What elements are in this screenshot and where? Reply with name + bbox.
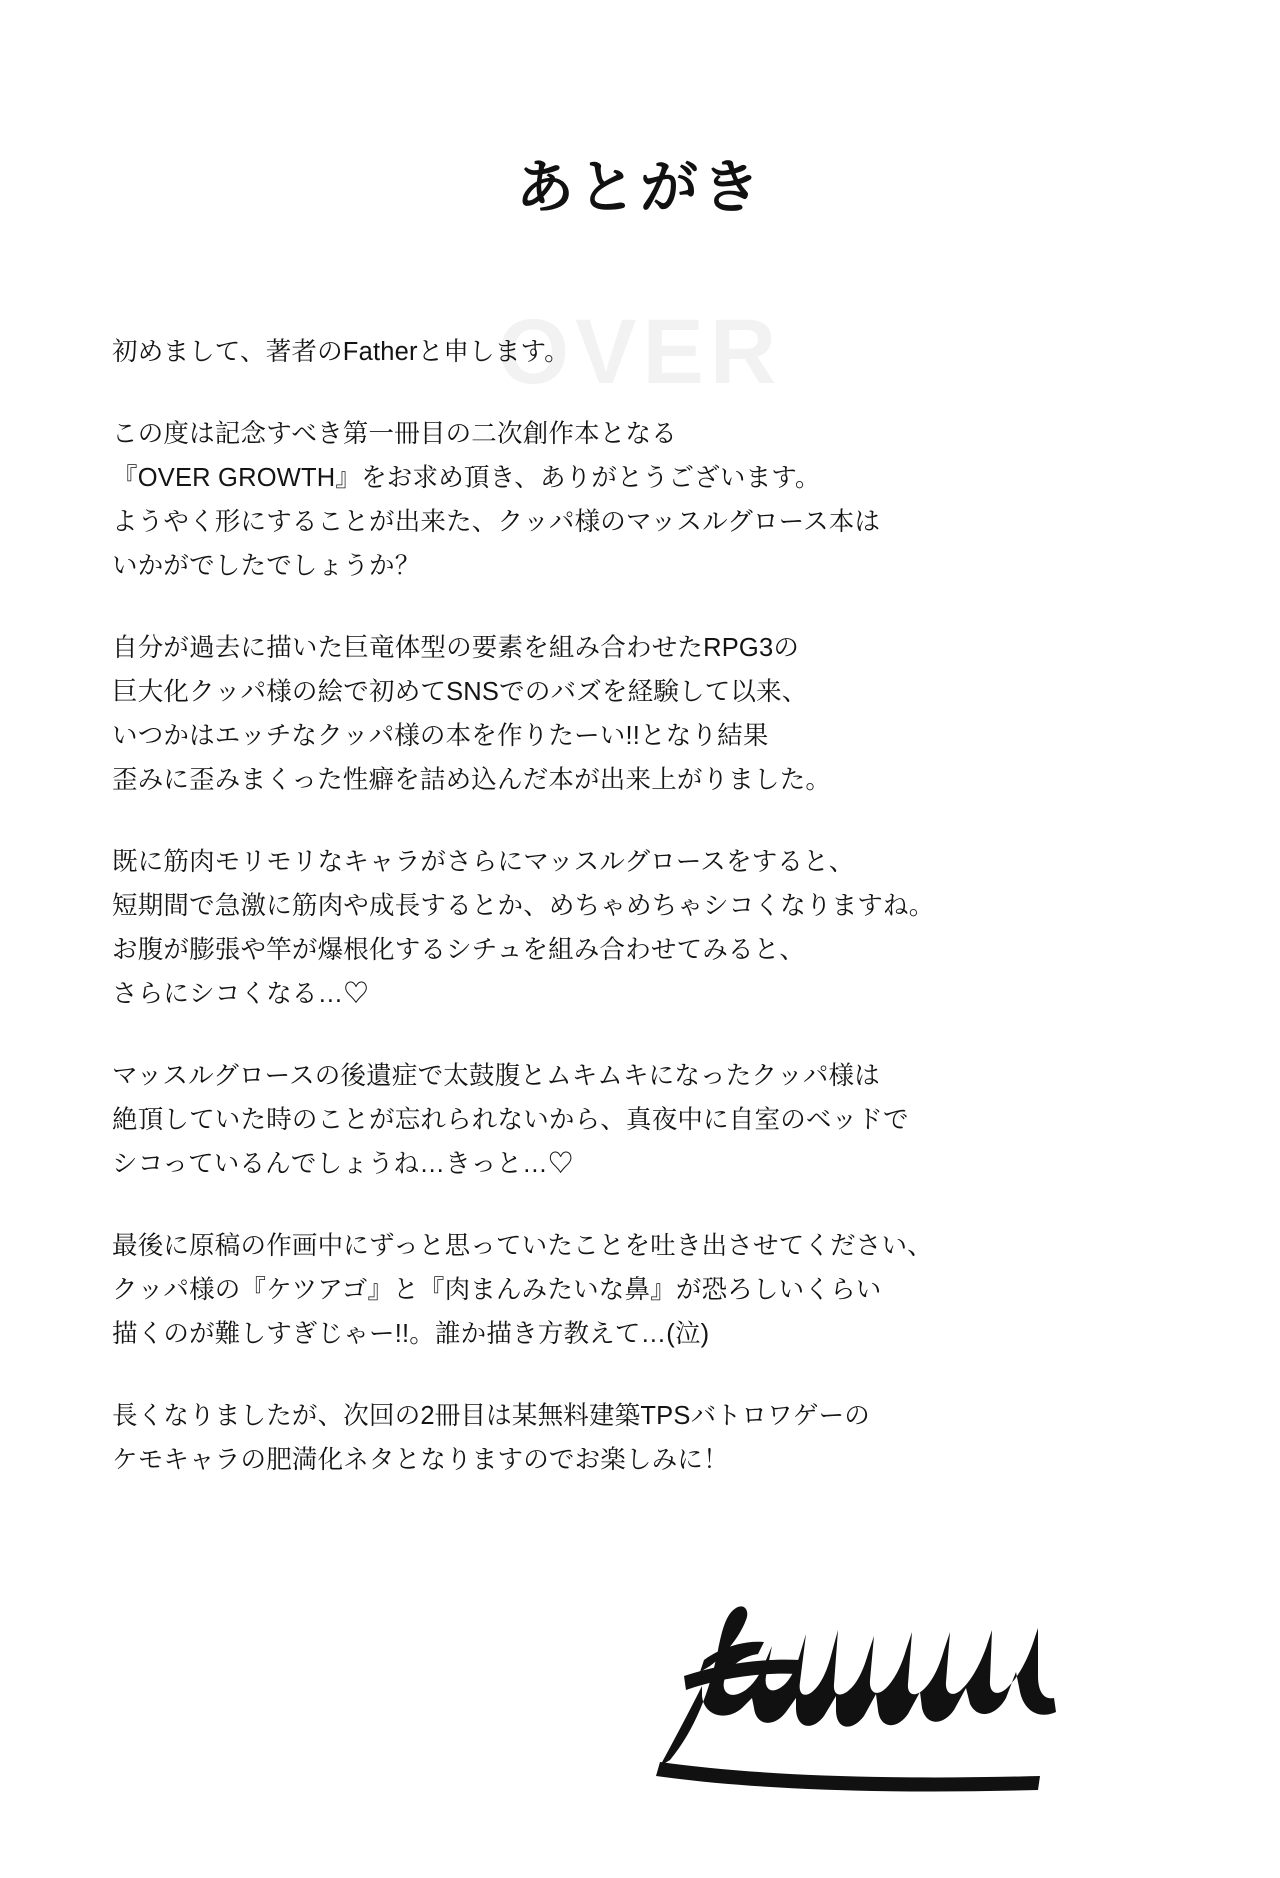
text-line: クッパ様の『ケツアゴ』と『肉まんみたいな鼻』が恐ろしいくらい xyxy=(112,1276,882,1304)
text-line: 描くのが難しすぎじゃー!!。誰か描き方教えて…(泣) xyxy=(112,1320,710,1348)
paragraph-thanks xyxy=(112,412,1192,588)
text-line: シコっているんでしょうね…きっと…♡ xyxy=(112,1150,574,1178)
text-line: 自分が過去に描いた巨竜体型の要素を組み合わせたRPG3の xyxy=(112,634,800,662)
text-line: 初めまして、著者のFatherと申します。 xyxy=(112,338,570,366)
paragraph-aftermath xyxy=(112,1054,1192,1186)
text-line: 絶頂していた時のことが忘れられないから、真夜中に自室のベッドで xyxy=(112,1106,909,1134)
page-title: あとがき xyxy=(515,155,764,220)
afterword-body xyxy=(112,330,1192,1482)
text-line: いつかはエッチなクッパ様の本を作りたーい!!となり結果 xyxy=(112,722,769,750)
paragraph-greeting xyxy=(112,330,1192,374)
text-line: 巨大化クッパ様の絵で初めてSNSでのバズを経験して以来、 xyxy=(112,678,808,706)
paragraph-muscle xyxy=(112,840,1192,1016)
signature-icon xyxy=(640,1580,1060,1800)
cover-bleed-through-text: OVER xyxy=(497,301,783,403)
text-line: さらにシコくなる…♡ xyxy=(112,980,370,1008)
text-line: 最後に原稿の作画中にずっと思っていたことを吐き出させてください、 xyxy=(112,1232,933,1260)
text-line: 長くなりましたが、次回の2冊目は某無料建築TPSバトロワゲーの xyxy=(112,1402,870,1430)
text-line: 短期間で急激に筋肉や成長するとか、めちゃめちゃシコくなりますね。 xyxy=(112,892,935,920)
text-line: ケモキャラの肥満化ネタとなりますのでお楽しみに！ xyxy=(112,1446,729,1474)
text-line: いかがでしたでしょうか？ xyxy=(112,552,421,580)
text-line: 『OVER GROWTH』をお求め頂き、ありがとうございます。 xyxy=(112,464,821,492)
text-line: ようやく形にすることが出来た、クッパ様のマッスルグロース本は xyxy=(112,508,881,536)
paragraph-origin xyxy=(112,626,1192,802)
paragraph-complaint xyxy=(112,1224,1192,1356)
text-line: マッスルグロースの後遺症で太鼓腹とムキムキになったクッパ様は xyxy=(112,1062,880,1090)
text-line: この度は記念すべき第一冊目の二次創作本となる xyxy=(112,420,677,448)
paragraph-next-book xyxy=(112,1394,1192,1482)
text-line: 歪みに歪みまくった性癖を詰め込んだ本が出来上がりました。 xyxy=(112,766,832,794)
text-line: 既に筋肉モリモリなキャラがさらにマッスルグロースをすると、 xyxy=(112,848,855,876)
text-line: お腹が膨張や竿が爆根化するシチュを組み合わせてみると、 xyxy=(112,936,806,964)
